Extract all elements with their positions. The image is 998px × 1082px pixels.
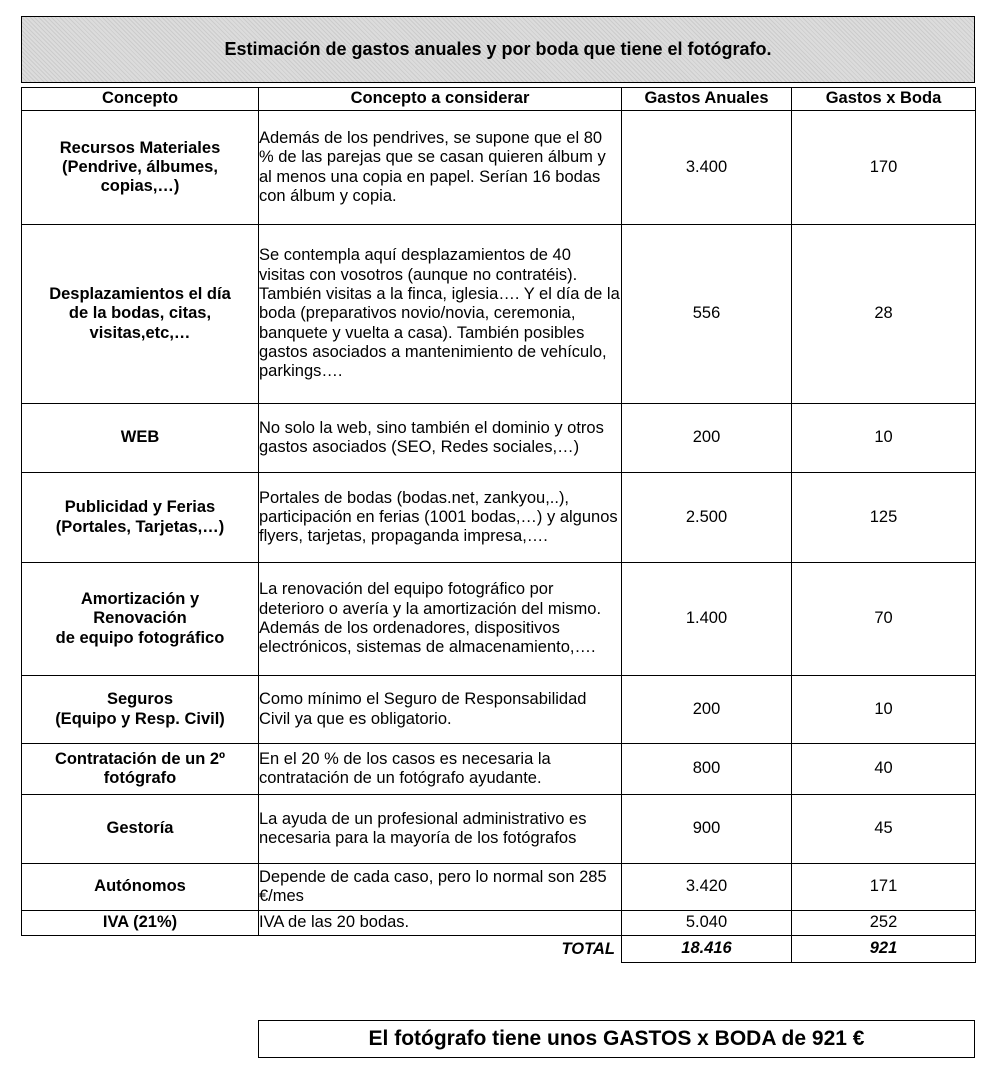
row-concept: Desplazamientos el día de la bodas, citas, visitas,etc,… (22, 225, 259, 404)
row-per-wedding: 70 (792, 563, 976, 676)
header-consideration: Concepto a considerar (259, 88, 622, 111)
total-spacer (22, 936, 259, 963)
row-annual: 3.420 (622, 864, 792, 911)
row-annual: 1.400 (622, 563, 792, 676)
table-row (22, 744, 976, 795)
expenses-table (21, 87, 976, 963)
row-description: En el 20 % de los casos es necesaria la contratación de un fotógrafo ayudante. (259, 744, 622, 795)
row-per-wedding: 252 (792, 911, 976, 936)
row-description: Portales de bodas (bodas.net, zankyou,..), participación en ferias (1001 bodas,…) y algunos flyers, tarjetas, propaganda impresa,…. (259, 473, 622, 563)
row-per-wedding: 28 (792, 225, 976, 404)
total-per-wedding: 921 (792, 936, 976, 963)
row-concept: WEB (22, 404, 259, 473)
total-row (22, 936, 976, 963)
header-per-wedding: Gastos x Boda (792, 88, 976, 111)
summary-box: El fotógrafo tiene unos GASTOS x BODA de 921 € (258, 1020, 975, 1058)
row-per-wedding: 10 (792, 676, 976, 744)
row-concept: Gestoría (22, 795, 259, 864)
row-concept: Contratación de un 2º fotógrafo (22, 744, 259, 795)
row-per-wedding: 170 (792, 111, 976, 225)
header-row (22, 88, 976, 111)
row-concept: Autónomos (22, 864, 259, 911)
row-concept: Publicidad y Ferias (Portales, Tarjetas,…) (22, 473, 259, 563)
row-per-wedding: 45 (792, 795, 976, 864)
row-description: La renovación del equipo fotográfico por deterioro o avería y la amortización del mismo. Además de los ordenadores, dispositivos electrónicos, sistemas de almacenamiento,…. (259, 563, 622, 676)
row-per-wedding: 10 (792, 404, 976, 473)
table-row (22, 911, 976, 936)
row-concept: IVA (21%) (22, 911, 259, 936)
row-description: La ayuda de un profesional administrativo es necesaria para la mayoría de los fotógrafos (259, 795, 622, 864)
row-annual: 200 (622, 676, 792, 744)
row-annual: 900 (622, 795, 792, 864)
row-annual: 2.500 (622, 473, 792, 563)
row-concept: Seguros (Equipo y Resp. Civil) (22, 676, 259, 744)
row-description: No solo la web, sino también el dominio y otros gastos asociados (SEO, Redes sociales,…) (259, 404, 622, 473)
table-row (22, 111, 976, 225)
row-per-wedding: 125 (792, 473, 976, 563)
row-concept: Recursos Materiales (Pendrive, álbumes, copias,…) (22, 111, 259, 225)
row-description: Depende de cada caso, pero lo normal son 285 €/mes (259, 864, 622, 911)
table-row (22, 795, 976, 864)
row-description: IVA de las 20 bodas. (259, 911, 622, 936)
row-annual: 3.400 (622, 111, 792, 225)
row-description: Además de los pendrives, se supone que el 80 % de las parejas que se casan quieren álbum y al menos una copia en papel. Serían 16 bodas con álbum y copia. (259, 111, 622, 225)
row-annual: 5.040 (622, 911, 792, 936)
table-row (22, 473, 976, 563)
header-concept: Concepto (22, 88, 259, 111)
row-annual: 556 (622, 225, 792, 404)
table-row (22, 676, 976, 744)
row-annual: 200 (622, 404, 792, 473)
row-annual: 800 (622, 744, 792, 795)
table-row (22, 225, 976, 404)
row-description: Se contempla aquí desplazamientos de 40 visitas con vosotros (aunque no contratéis). También visitas a la finca, iglesia…. Y el día de la boda (preparativos novio/novia, ceremonia, banquete y vuelta a casa). También posibles gastos asociados a mantenimiento de vehículo, parkings…. (259, 225, 622, 404)
row-concept: Amortización y Renovación de equipo fotográfico (22, 563, 259, 676)
table-row (22, 563, 976, 676)
row-description: Como mínimo el Seguro de Responsabilidad Civil ya que es obligatorio. (259, 676, 622, 744)
header-annual: Gastos Anuales (622, 88, 792, 111)
total-annual: 18.416 (622, 936, 792, 963)
table-title: Estimación de gastos anuales y por boda que tiene el fotógrafo. (21, 16, 975, 83)
row-per-wedding: 40 (792, 744, 976, 795)
row-per-wedding: 171 (792, 864, 976, 911)
table-row (22, 864, 976, 911)
total-label: TOTAL (561, 939, 615, 958)
table-row (22, 404, 976, 473)
